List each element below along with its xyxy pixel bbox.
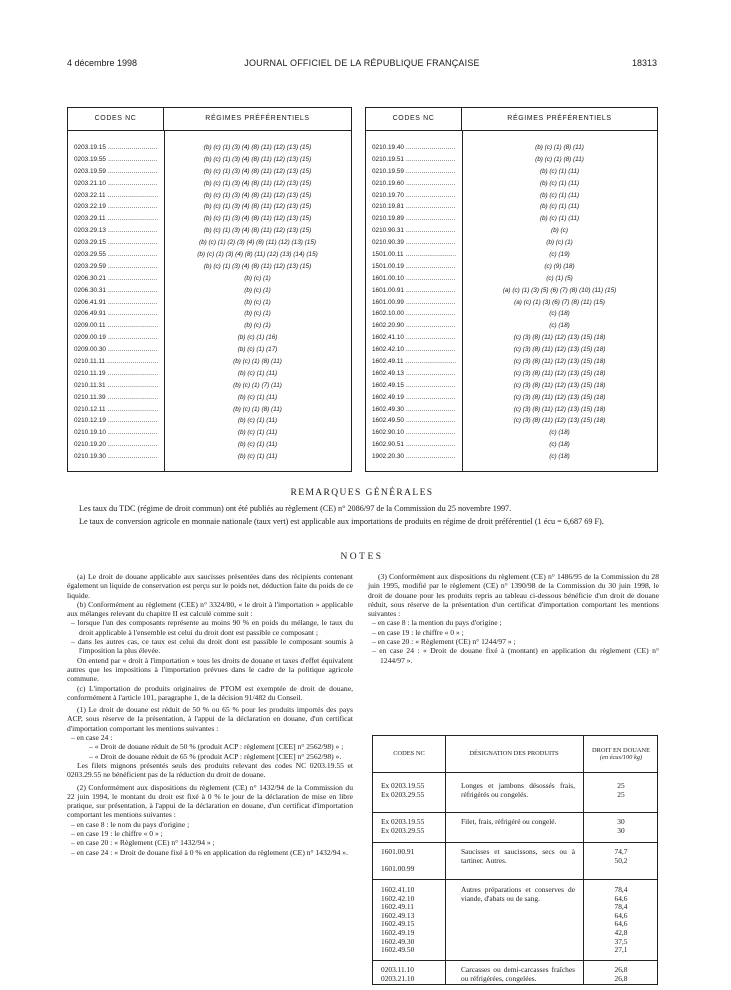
table-row xyxy=(68,451,351,463)
codes-table-left-rows xyxy=(68,142,351,463)
remarks-paragraph-2: Le taux de conversion agricole en monnaie nationale (taux vert) est applicable aux importations de produits en régime de droit préférentiel (1 écu = 6,687 69 F). xyxy=(79,517,604,526)
duty-row-rate: 74,7 50,2 xyxy=(614,847,628,865)
column-header-codes: CODES NC xyxy=(366,108,462,130)
table-row xyxy=(68,213,351,225)
nc-code: 1501.00.19 ..... xyxy=(372,261,456,273)
nc-code: 0203.29.11 ..... xyxy=(74,213,158,225)
table-row xyxy=(366,451,657,463)
table-row xyxy=(366,404,657,416)
table-row xyxy=(68,178,351,190)
nc-code: 0203.21.10 ..... xyxy=(74,178,158,190)
preferential-regimes: (b) (c) (1) xyxy=(244,322,271,330)
nc-code: 0203.19.15 ..... xyxy=(74,142,158,154)
duty-row-codes: Ex 0203.19.55 Ex 0203.29.55 xyxy=(381,781,425,799)
preferential-regimes: (b) (c) (1) (7) (11) xyxy=(233,381,282,389)
table-row xyxy=(68,308,351,320)
preferential-regimes: (c) (18) xyxy=(549,322,570,330)
table-row xyxy=(366,273,657,285)
table-row xyxy=(68,249,351,261)
nc-code: 0206.41.91 ..... xyxy=(74,297,158,309)
table-row xyxy=(366,392,657,404)
nc-code: 1602.90.10 ..... xyxy=(372,427,456,439)
note-1-item-1: – en case 24 : xyxy=(71,733,113,743)
preferential-regimes: (b) (c) (1) (3) (4) (8) (11) (12) (13) (14) (15) xyxy=(197,251,318,259)
preferential-regimes: (b) (c) (1) (11) xyxy=(539,191,580,199)
preferential-regimes: (b) (c) (1) (3) (4) (8) (11) (12) (13) (15) xyxy=(203,227,312,235)
preferential-regimes: (c) (18) xyxy=(549,429,570,437)
table-row xyxy=(68,332,351,344)
codes-table-right-rows xyxy=(366,142,657,463)
preferential-regimes: (c) (9) (18) xyxy=(544,262,575,270)
note-2-item-2: – en case 19 : le chiffre « 0 » ; xyxy=(71,829,163,839)
table-row xyxy=(366,427,657,439)
nc-code: 0203.19.55 ..... xyxy=(74,154,158,166)
duty-col-droit-unit: (en écus/100 kg) xyxy=(599,754,643,761)
notes-right-column xyxy=(368,572,659,665)
nc-code: 1601.00.10 ..... xyxy=(372,273,456,285)
nc-code: 0203.19.59 ..... xyxy=(74,166,158,178)
nc-code: 1602.41.10 ..... xyxy=(372,332,456,344)
note-b-end: On entend par « droit à l'importation » tous les droits de douane et taxes d'effet équivalent autres que les impositions à l'importation prévues dans le cadre de la politique agricole commune. xyxy=(67,655,353,684)
preferential-regimes: (c) (3) (8) (11) (12) (13) (15) (18) xyxy=(513,393,606,401)
table-row xyxy=(366,261,657,273)
table-row xyxy=(68,273,351,285)
preferential-regimes: (b) (c) (1) (16) xyxy=(237,334,278,342)
table-row xyxy=(68,439,351,451)
table-row xyxy=(68,404,351,416)
duty-row-codes: 0203.11.10 0203.21.10 xyxy=(381,965,415,983)
note-1: (1) Le droit de douane est réduit de 50 % ou 65 % pour les produits importés des pays ACP, sous réserve de la présentation, à l'appui de la déclaration en douane, d'un certificat d'importation comportant les mentions suivantes : xyxy=(67,705,353,733)
nc-code: 1602.49.11 ..... xyxy=(372,356,456,368)
table-row xyxy=(366,344,657,356)
nc-code: 0210.19.81 ..... xyxy=(372,201,456,213)
column-header-regimes: RÉGIMES PRÉFÉRENTIELS xyxy=(205,115,310,122)
page-number: 18313 xyxy=(631,58,657,68)
nc-code: 0203.29.13 ..... xyxy=(74,225,158,237)
preferential-regimes: (b) (c) (1) (11) xyxy=(539,179,580,187)
duty-row-designation: Saucisses et saucissons, secs ou à tartiner. Autres. xyxy=(461,847,575,865)
table-row xyxy=(366,154,657,166)
reduced-duty-table xyxy=(372,735,658,985)
table-row xyxy=(366,439,657,451)
preferential-regimes: (c) (18) xyxy=(549,453,570,461)
nc-code: 0203.29.15 ..... xyxy=(74,237,158,249)
nc-code: 0210.11.11 ..... xyxy=(74,356,158,368)
preferential-regimes: (b) (c) (1) (11) xyxy=(539,203,580,211)
table-row xyxy=(366,380,657,392)
preferential-regimes: (b) (c) (1) (8) (11) xyxy=(233,358,282,366)
column-header-regimes: RÉGIMES PRÉFÉRENTIELS xyxy=(507,115,612,122)
nc-code: 0209.00.30 ..... xyxy=(74,344,158,356)
duty-col-codes: CODES NC xyxy=(393,750,425,758)
note-3-item-2: – en case 19 : le chiffre « 0 » ; xyxy=(372,627,464,637)
preferential-regimes: (c) (18) xyxy=(549,441,570,449)
preferential-regimes: (b) (c) (1) (11) xyxy=(539,167,580,175)
preferential-regimes: (b) (c) (1) xyxy=(244,286,271,294)
nc-code: 0203.22.19 ..... xyxy=(74,201,158,213)
duty-row-rate: 30 30 xyxy=(617,817,625,835)
table-row xyxy=(366,368,657,380)
preferential-regimes: (c) (1) (5) xyxy=(546,274,573,282)
preferential-regimes: (b) (c) (1) (11) xyxy=(237,429,278,437)
preferential-regimes: (c) (3) (8) (11) (12) (13) (15) (18) xyxy=(513,369,606,377)
preferential-regimes: (b) (c) (1) (11) xyxy=(237,369,278,377)
note-a: (a) Le droit de douane applicable aux saucisses présentées dans des récipients contenant également un liquide de conservation est perçu sur le poids net, déduction faite du poids de ce liquide. xyxy=(67,572,353,600)
table-row xyxy=(366,320,657,332)
preferential-regimes: (c) (3) (8) (11) (12) (13) (15) (18) xyxy=(513,381,606,389)
nc-code: 0210.19.40 ..... xyxy=(372,142,456,154)
nc-code: 0210.19.20 ..... xyxy=(74,439,158,451)
preferential-regimes: (b) (c) (1) (3) (4) (8) (11) (12) (13) (15) xyxy=(203,155,312,163)
duty-col-droit xyxy=(583,736,659,772)
table-row xyxy=(366,213,657,225)
nc-code: 1602.10.00 ..... xyxy=(372,308,456,320)
preferential-regimes: (b) (c) (1) xyxy=(546,239,573,247)
table-row xyxy=(68,297,351,309)
note-b-item-1: – lorsque l'un des composants représente au moins 90 % en poids du mélange, le taux du droit applicable à l'ensemble est celui du droit dont est passible ce composant ; xyxy=(71,618,353,637)
nc-code: 0209.00.11 ..... xyxy=(74,320,158,332)
note-b-item-2: – dans les autres cas, ce taux est celui du droit dont est passible le composant soumis à l'imposition la plus élevée. xyxy=(71,637,353,656)
duty-row-rate: 26,8 26,8 xyxy=(614,965,628,983)
preferential-regimes: (b) (c) (1) (3) (4) (8) (11) (12) (13) (15) xyxy=(203,215,312,223)
nc-code: 0203.22.11 ..... xyxy=(74,190,158,202)
nc-code: 0210.19.60 ..... xyxy=(372,178,456,190)
table-row xyxy=(68,356,351,368)
table-row xyxy=(366,225,657,237)
duty-row-designation: Filet, frais, réfrigéré ou congelé. xyxy=(461,817,557,826)
preferential-regimes: (c) (18) xyxy=(549,310,570,318)
duty-row-designation: Carcasses ou demi-carcasses fraîches ou réfrigérées, congelées. xyxy=(461,965,575,983)
duty-col-droit-label: DROIT EN DOUANE xyxy=(591,746,651,754)
table-row xyxy=(68,415,351,427)
table-row xyxy=(68,201,351,213)
preferential-regimes: (b) (c) (1) (3) (4) (8) (11) (12) (13) (15) xyxy=(203,167,312,175)
duty-row-designation: Autres préparations et conserves de viande, d'abats ou de sang. xyxy=(461,885,575,903)
nc-code: 1602.49.30 ..... xyxy=(372,404,456,416)
notes-left-column xyxy=(67,572,353,857)
preferential-regimes: (c) (3) (8) (11) (12) (13) (15) (18) xyxy=(513,405,606,413)
nc-code: 0203.29.55 ..... xyxy=(74,249,158,261)
table-row xyxy=(366,166,657,178)
duty-col-designation: DÉSIGNATION DES PRODUITS xyxy=(469,750,559,758)
codes-table-left xyxy=(67,107,352,472)
preferential-regimes: (b) (c) (1) (11) xyxy=(237,453,278,461)
preferential-regimes: (b) (c) (1) (11) xyxy=(539,215,580,223)
nc-code: 1601.00.99 ..... xyxy=(372,297,456,309)
nc-code: 0210.19.51 ..... xyxy=(372,154,456,166)
preferential-regimes: (a) (c) (1) (3) (6) (7) (8) (11) (15) xyxy=(514,298,605,306)
note-b: (b) Conformément au règlement (CEE) n° 3324/80, « le droit à l'importation » applicable aux mélanges relevant du chapitre II est calculé comme suit : xyxy=(67,599,353,619)
table-row xyxy=(366,201,657,213)
table-row xyxy=(366,178,657,190)
nc-code: 1602.49.15 ..... xyxy=(372,380,456,392)
table-row xyxy=(366,415,657,427)
nc-code: 1602.49.50 ..... xyxy=(372,415,456,427)
duty-row-rate: 78,4 64,6 78,4 64,6 64,6 42,8 37,5 27,1 xyxy=(614,885,628,955)
table-row xyxy=(366,237,657,249)
table-row xyxy=(366,190,657,202)
preferential-regimes: (c) (3) (8) (11) (12) (13) (15) (18) xyxy=(513,346,606,354)
preferential-regimes: (b) (c) (1) (3) (4) (8) (11) (12) (13) (15) xyxy=(203,179,312,187)
preferential-regimes: (b) (c) (1) (2) (3) (4) (8) (11) (12) (13) (15) xyxy=(198,239,317,247)
note-c: (c) L'importation de produits originaires de PTOM est exemptée de droit de douane, conformément à l'article 101, paragraphe 1, de la décision 91/482 du Conseil. xyxy=(67,683,353,702)
duty-row-codes: 1601.00.91 1601.00.99 xyxy=(381,847,415,874)
nc-code: 1501.00.11 ..... xyxy=(372,249,456,261)
running-head xyxy=(67,58,657,72)
note-3-item-1: – en case 8 : la mention du pays d'origine ; xyxy=(372,618,502,628)
nc-code: 1602.42.10 ..... xyxy=(372,344,456,356)
table-row xyxy=(68,427,351,439)
table-row xyxy=(366,308,657,320)
table-row xyxy=(68,285,351,297)
nc-code: 0206.30.31 ..... xyxy=(74,285,158,297)
nc-code: 1602.20.90 ..... xyxy=(372,320,456,332)
note-1-end: Les filets mignons présentés seuls des produits relevant des codes NC 0203.19.55 et 0203.29.55 ne bénéficient pas de la réduction du droit de douane. xyxy=(67,760,353,780)
preferential-regimes: (b) (c) xyxy=(550,227,569,235)
nc-code: 0210.90.31 ..... xyxy=(372,225,456,237)
nc-code: 0210.12.11 ..... xyxy=(74,404,158,416)
table-row xyxy=(68,225,351,237)
preferential-regimes: (b) (c) (1) (17) xyxy=(237,346,278,354)
duty-row-designation: Longes et jambons désossés frais, réfrigérés ou congelés. xyxy=(461,781,575,799)
table-row xyxy=(68,368,351,380)
journal-title: JOURNAL OFFICIEL DE LA RÉPUBLIQUE FRANÇAISE xyxy=(244,58,480,68)
nc-code: 0209.00.19 ..... xyxy=(74,332,158,344)
nc-code: 0210.19.70 ..... xyxy=(372,190,456,202)
table-row xyxy=(366,332,657,344)
nc-code: 1602.49.19 ..... xyxy=(372,392,456,404)
remarks-paragraph-1: Les taux du TDC (régime de droit commun) ont été publiés au règlement (CE) n° 2086/97 de la Commission du 25 novembre 1997. xyxy=(79,504,512,513)
nc-code: 0210.11.39 ..... xyxy=(74,392,158,404)
preferential-regimes: (b) (c) (1) (8) (11) xyxy=(535,155,584,163)
issue-date: 4 décembre 1998 xyxy=(67,58,138,68)
table-row xyxy=(366,356,657,368)
nc-code: 1601.00.91 ..... xyxy=(372,285,456,297)
note-2-item-4: – en case 24 : « Droit de douane fixé à 0 % en application du règlement (CE) n° 1432/94 ». xyxy=(71,847,348,857)
duty-row-codes: Ex 0203.19.55 Ex 0203.29.55 xyxy=(381,817,425,835)
preferential-regimes: (b) (c) (1) (11) xyxy=(237,417,278,425)
table-row xyxy=(68,380,351,392)
preferential-regimes: (c) (3) (8) (11) (12) (13) (15) (18) xyxy=(513,417,606,425)
table-row xyxy=(68,154,351,166)
preferential-regimes: (b) (c) (1) (3) (4) (8) (11) (12) (13) (15) xyxy=(203,144,312,151)
table-row xyxy=(68,392,351,404)
preferential-regimes: (b) (c) (1) (8) (11) xyxy=(535,144,584,151)
preferential-regimes: (b) (c) (1) xyxy=(244,274,271,282)
table-row xyxy=(68,261,351,273)
note-1-item-3: – « Droit de douane réduit de 65 % (produit ACP : règlement [CEE] n° 2562/98) ». xyxy=(89,751,342,761)
preferential-regimes: (a) (c) (1) (3) (5) (6) (7) (8) (10) (11) (15) xyxy=(502,286,617,294)
table-row xyxy=(68,320,351,332)
nc-code: 0203.29.59 ..... xyxy=(74,261,158,273)
nc-code: 0210.12.19 ..... xyxy=(74,415,158,427)
table-row xyxy=(366,142,657,154)
preferential-regimes: (c) (3) (8) (11) (12) (13) (15) (18) xyxy=(513,334,606,342)
nc-code: 0210.11.31 ..... xyxy=(74,380,158,392)
note-2-item-3: – en case 20 : « Règlement (CE) n° 1432/94 » ; xyxy=(71,838,215,848)
nc-code: 0206.30.21 ..... xyxy=(74,273,158,285)
preferential-regimes: (b) (c) (1) (3) (4) (8) (11) (12) (13) (15) xyxy=(203,203,312,211)
note-3-item-3: – en case 20 : « Règlement (CE) n° 1244/97 » ; xyxy=(372,637,516,647)
nc-code: 0210.19.89 ..... xyxy=(372,213,456,225)
table-row xyxy=(68,142,351,154)
nc-code: 1602.49.13 ..... xyxy=(372,368,456,380)
table-row xyxy=(366,285,657,297)
table-row xyxy=(68,190,351,202)
note-3: (3) Conformément aux dispositions du règlement (CE) n° 1486/95 de la Commission du 28 juin 1995, modifié par le règlement (CE) n° 1390/98 de la Commission du 30 juin 1998, le droit de douane pour les produits repris au tableau ci-dessous bénéficie d'un droit de douane réduit, sous réserve de la présentation d'un certificat d'importation comportant les mentions suivantes : xyxy=(368,572,659,619)
preferential-regimes: (b) (c) (1) (11) xyxy=(237,393,278,401)
preferential-regimes: (b) (c) (1) (3) (4) (8) (11) (12) (13) (15) xyxy=(203,191,312,199)
nc-code: 0210.19.10 ..... xyxy=(74,427,158,439)
table-row xyxy=(68,166,351,178)
remarks-title: REMARQUES GÉNÉRALES xyxy=(290,488,434,498)
nc-code: 0210.19.59 ..... xyxy=(372,166,456,178)
nc-code: 0210.11.19 ..... xyxy=(74,368,158,380)
preferential-regimes: (b) (c) (1) xyxy=(244,298,271,306)
preferential-regimes: (b) (c) (1) (3) (4) (8) (11) (12) (13) (15) xyxy=(203,262,312,270)
duty-row-codes: 1602.41.10 1602.42.10 1602.49.11 1602.49.13 1602.49.15 1602.49.19 1602.49.30 1602.49.50 xyxy=(381,885,415,955)
duty-row-rate: 25 25 xyxy=(617,781,625,799)
preferential-regimes: (b) (c) (1) (8) (11) xyxy=(233,405,282,413)
column-header-codes: CODES NC xyxy=(68,108,164,130)
table-row xyxy=(68,344,351,356)
nc-code: 0206.49.91 ..... xyxy=(74,308,158,320)
preferential-regimes: (c) (3) (8) (11) (12) (13) (15) (18) xyxy=(513,358,606,366)
notes-title: NOTES xyxy=(340,552,384,562)
nc-code: 0210.19.30 ..... xyxy=(74,451,158,463)
preferential-regimes: (b) (c) (1) xyxy=(244,310,271,318)
table-row xyxy=(68,237,351,249)
codes-table-right xyxy=(365,107,658,472)
note-1-item-2: – « Droit de douane réduit de 50 % (produit ACP : règlement [CEE] n° 2562/98) » ; xyxy=(89,742,344,752)
table-row xyxy=(366,297,657,309)
nc-code: 1902.20.30 ..... xyxy=(372,451,456,463)
table-row xyxy=(366,249,657,261)
nc-code: 1602.90.51 ..... xyxy=(372,439,456,451)
preferential-regimes: (c) (19) xyxy=(549,251,570,259)
note-2: (2) Conformément aux dispositions du règlement (CE) n° 1432/94 de la Commission du 22 juin 1994, le montant du droit est fixé à 0 % le jour de la déclaration de mise en libre pratique, sur présentation, à l'appui de la déclaration en douane, d'un certificat d'importation comportant les mentions suivantes : xyxy=(67,782,353,820)
preferential-regimes: (b) (c) (1) (11) xyxy=(237,441,278,449)
nc-code: 0210.90.39 ..... xyxy=(372,237,456,249)
note-2-item-1: – en case 8 : le nom du pays d'origine ; xyxy=(71,819,190,829)
note-3-item-4: – en case 24 : « Droit de douane fixé à (montant) en application du règlement (CE) n° 1244/97 ». xyxy=(372,646,659,665)
